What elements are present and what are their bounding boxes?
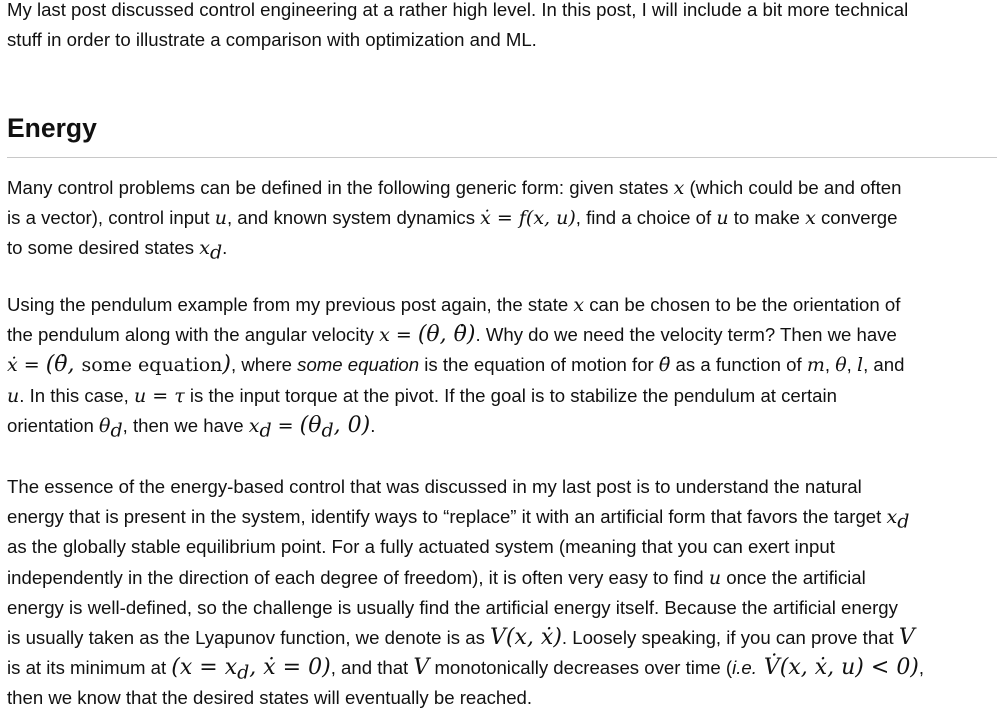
text: . Why do we need the velocity term? Then we have [475,324,897,346]
text: is the input torque at the pivot. If the goal is to stabilize the pendulum at certain [184,384,837,406]
math: V̇(x, ẋ, u) < 0) [756,655,919,681]
math: θ̈ [658,354,671,377]
intro-line-2: stuff in order to illustrate a comparison with optimization and ML. [7,29,537,51]
math: θ [99,414,111,437]
math: ) [222,352,231,378]
math: , ẋ = 0) [249,655,331,681]
math: (x = x [171,655,238,681]
text: can be chosen to be the orientation of [584,294,901,315]
text: is at its minimum at [7,657,172,679]
p3-line-3: as the globally stable equilibrium point. For a fully actuated system (meaning that you can exert input [7,536,835,558]
math: (θ̇, [45,352,82,378]
text: is a vector), control input [7,207,215,229]
p3-line-8: then we know that the desired states will eventually be reached. [7,687,533,709]
text: , find a choice of [575,207,717,229]
paragraph-energy-control [7,472,997,714]
math: x [573,294,585,316]
text: , [846,354,857,376]
math: (θ, θ̇) [417,322,476,348]
p1-line-2 [7,203,997,233]
p1-line-3 [7,233,997,263]
math-subscript: d [110,419,123,442]
math: , 0) [333,412,371,438]
text: converge [815,207,898,229]
math-text: some equation [81,354,223,377]
text: (which could be and often [684,177,902,198]
math: ẋ = [7,354,46,377]
math-subscript: d [259,419,272,442]
paragraph-generic-form [7,173,997,264]
text: is the equation of motion for [419,354,659,376]
text: Using the pendulum example from my previous post again, the state [7,294,574,315]
text: , where [231,354,298,376]
math: x [805,207,816,230]
text: , [918,657,925,679]
text: to some desired states [7,237,200,259]
p1-line-1 [7,173,997,203]
text: energy that is present in the system, identify ways to “replace” it with an artificial form that favors the target [7,506,887,528]
math: V [898,624,915,650]
math-subscript: d [237,661,250,684]
emphasis: some equation [297,354,420,376]
text: , [824,354,836,376]
math: l [857,354,864,377]
text: as a function of [670,354,807,376]
heading-divider [7,157,997,158]
math: u [716,207,729,230]
intro-paragraph [7,0,997,55]
section-heading-energy: Energy [7,113,97,143]
math: u = τ [133,384,185,407]
math: x [199,237,210,260]
text: , and [863,354,905,376]
text: . Loosely speaking, if you can prove that [561,626,899,648]
text: , and known system dynamics [226,207,481,229]
p3-line-1: The essence of the energy-based control that was discussed in my last post is to understand the natural [7,476,862,497]
math-subscript: d [897,510,910,533]
text: independently in the direction of each degree of freedom), it is often very easy to find [7,566,709,588]
math: m [806,354,825,377]
text: the pendulum along with the angular velocity [7,324,380,346]
p2-line-2 [7,320,997,350]
text: to make [728,207,806,229]
text: . [370,414,376,436]
p2-line-4 [7,381,997,411]
math: x [248,414,260,437]
math: θ [835,354,847,377]
p3-line-2 [7,502,997,532]
p2-line-1 [7,290,997,320]
text: . In this case, [19,384,134,406]
p3-line-7 [7,653,997,683]
math: V [413,655,430,681]
math: u [708,566,722,589]
text: Many control problems can be defined in the following generic form: given states [7,177,674,198]
math: u [7,384,20,407]
math: u [214,207,227,230]
math: V(x, ẋ) [490,624,562,650]
math: x [886,506,898,529]
text: orientation [7,414,99,436]
math: x = [379,324,418,347]
p3-line-6 [7,623,997,653]
p3-line-5: energy is well-defined, so the challenge is usually find the artificial energy itself. Because the artificial energy [7,596,898,618]
text: once the artificial [721,566,866,588]
paragraph-pendulum [7,290,997,441]
math: x [673,177,685,199]
p2-line-5 [7,411,997,441]
text: is usually taken as the Lyapunov function, we denote is as [7,626,491,648]
text: , and that [330,657,414,679]
text: monotonically decreases over time ( [429,657,733,679]
math: (θ [299,412,322,438]
p3-line-4 [7,563,997,593]
math-subscript: d [321,419,334,442]
math: = [271,414,300,437]
math: ẋ = f(x, u) [480,207,576,230]
math-subscript: d [209,242,223,265]
intro-line-1: My last post discussed control engineering at a rather high level. In this post, I will include a bit more technical [7,0,909,20]
emphasis: i.e. [732,657,757,679]
text: , then we have [122,414,249,436]
text: . [222,237,228,259]
p2-line-3 [7,350,997,380]
